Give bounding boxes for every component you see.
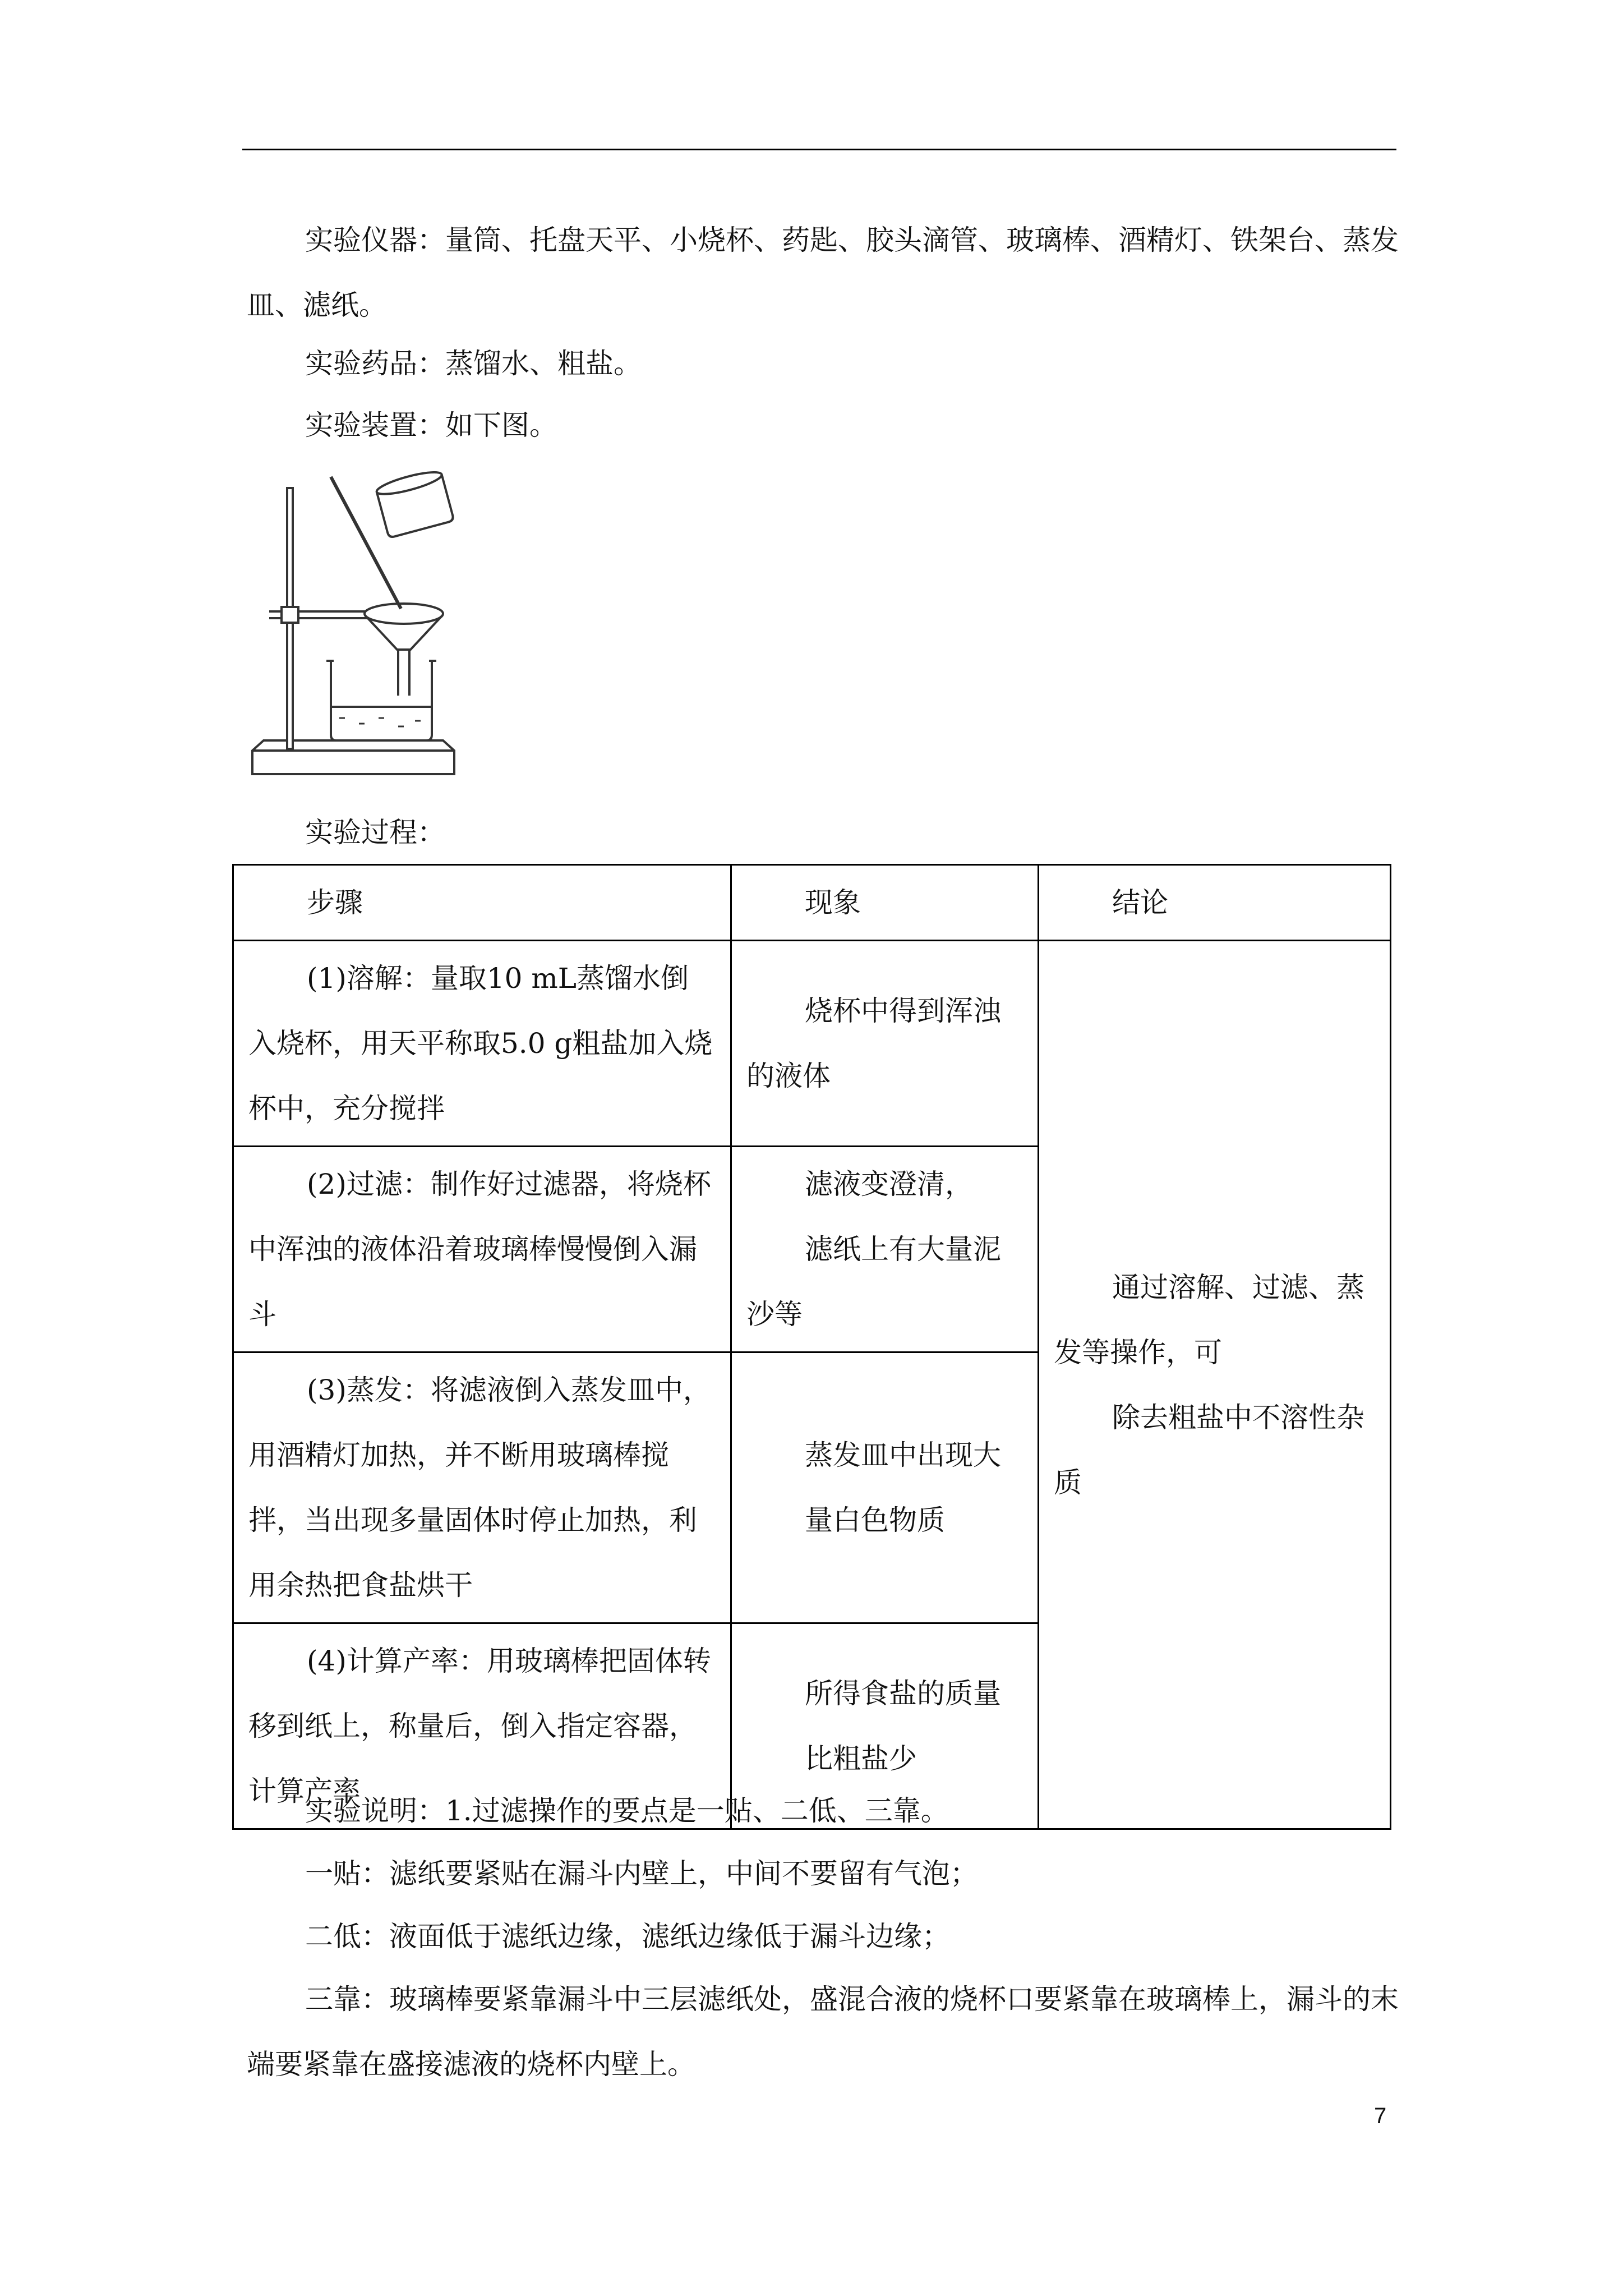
step-cell: (4)计算产率：用玻璃棒把固体转移到纸上，称量后，倒入指定容器，计算产率 <box>233 1623 731 1829</box>
phenomenon-cell: 所得食盐的质量 比粗盐少 <box>731 1623 1039 1829</box>
page-number: 7 <box>1374 2104 1387 2128</box>
conclusion-cell: 通过溶解、过滤、蒸 发等操作，可 除去粗盐中不溶性杂 质 <box>1039 941 1391 1829</box>
apparatus-paragraph: 实验装置：如下图。 <box>305 409 557 441</box>
header-conclusion: 结论 <box>1039 865 1391 941</box>
header-step: 步骤 <box>233 865 731 941</box>
step-cell: (2)过滤：制作好过滤器，将烧杯中浑浊的液体沿着玻璃棒慢慢倒入漏斗 <box>233 1147 731 1352</box>
table-header-row <box>233 865 1391 941</box>
note-1: 实验说明：1.过滤操作的要点是一贴、二低、三靠。 <box>305 1795 949 1827</box>
experiment-table <box>232 864 1391 1830</box>
table-row <box>233 941 1391 1147</box>
instruments-paragraph: 实验仪器：量筒、托盘天平、小烧杯、药匙、胶头滴管、玻璃棒、酒精灯、铁架台、蒸发皿、滤纸。 <box>247 224 1399 321</box>
header-rule <box>242 149 1396 150</box>
step-cell: (1)溶解：量取10 mL蒸馏水倒入烧杯，用天平称取5.0 g粗盐加入烧杯中，充分搅拌 <box>233 941 731 1147</box>
note-4: 三靠：玻璃棒要紧靠漏斗中三层滤纸处，盛混合液的烧杯口要紧靠在玻璃棒上，漏斗的末端要紧靠在盛接滤液的烧杯内壁上。 <box>247 1983 1399 2081</box>
reagents-paragraph: 实验药品：蒸馏水、粗盐。 <box>305 347 642 380</box>
phenomenon-cell: 烧杯中得到浑浊 的液体 <box>731 941 1039 1147</box>
step-cell: (3)蒸发：将滤液倒入蒸发皿中，用酒精灯加热，并不断用玻璃棒搅拌，当出现多量固体时停止加热，利用余热把食盐烘干 <box>233 1352 731 1623</box>
note-2: 一贴：滤纸要紧贴在漏斗内壁上，中间不要留有气泡； <box>305 1857 978 1890</box>
note-3: 二低：液面低于滤纸边缘，滤纸边缘低于漏斗边缘； <box>305 1920 950 1953</box>
header-phenomenon: 现象 <box>731 865 1039 941</box>
filtration-apparatus-figure <box>247 471 460 791</box>
process-label: 实验过程： <box>305 816 445 849</box>
phenomenon-cell: 滤液变澄清， 滤纸上有大量泥 沙等 <box>731 1147 1039 1352</box>
phenomenon-cell: 蒸发皿中出现大 量白色物质 <box>731 1352 1039 1623</box>
